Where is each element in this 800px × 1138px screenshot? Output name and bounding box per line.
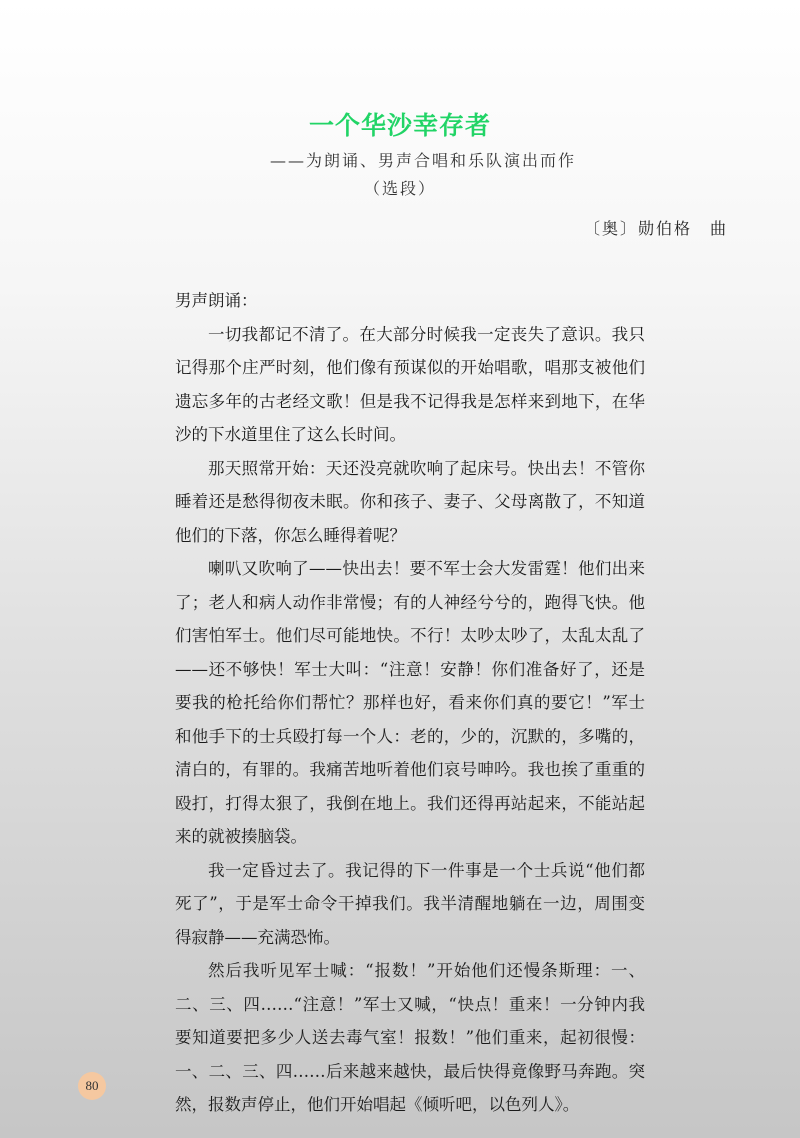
page-title: 一个华沙幸存者 bbox=[308, 111, 491, 140]
paragraph-5: 然后我听见军士喊：“报数！”开始他们还慢条斯理：一、二、三、四……“注意！”军士又喊，“快点！重来！一分钟内我要知道要把多少人送去毒气室！报数！”他们重来，起初很慢：一、二、三、四……后来越来越快，最后快得竟像野马奔跑。突然，报数声停止，他们开始唱起《倾听吧，以色列人》。 bbox=[175, 961, 645, 1114]
paragraph-4: 我一定昏过去了。我记得的下一件事是一个士兵说“他们都死了”，于是军士命令干掉我们。我半清醒地躺在一边，周围变得寂静——充满恐怖。 bbox=[175, 860, 645, 947]
section-label: 男声朗诵： bbox=[175, 291, 258, 310]
page-number: 80 bbox=[78, 1072, 106, 1100]
excerpt-note: （选段） bbox=[363, 179, 436, 198]
author-credit: 〔奥〕勋伯格 曲 bbox=[583, 219, 728, 238]
paragraph-1: 一切我都记不清了。在大部分时候我一定丧失了意识。我只记得那个庄严时刻，他们像有预谋似的开始唱歌，唱那支被他们遗忘多年的古老经文歌！但是我不记得我是怎样来到地下，在华沙的下水道里住了这么长时间。 bbox=[175, 324, 645, 444]
paragraph-3: 喇叭又吹响了——快出去！要不军士会大发雷霆！他们出来了；老人和病人动作非常慢；有的人神经兮兮的，跑得飞快。他们害怕军士。他们尽可能地快。不行！太吵太吵了，太乱太乱了——还不够快！军士大叫：“注意！安静！你们准备好了，还是要我的枪托给你们帮忙？那样也好，看来你们真的要它！”军士和他手下的士兵殴打每一个人：老的，少的，沉默的，多嘴的，清白的，有罪的。我痛苦地听着他们哀号呻吟。我也挨了重重的殴打，打得太狠了，我倒在地上。我们还得再站起来，不能站起来的就被揍脑袋。 bbox=[175, 559, 645, 846]
paragraph-2: 那天照常开始：天还没亮就吹响了起床号。快出去！不管你睡着还是愁得彻夜未眠。你和孩子、妻子、父母离散了，不知道他们的下落，你怎么睡得着呢？ bbox=[175, 458, 645, 545]
body-text bbox=[175, 284, 645, 1122]
subtitle: ——为朗诵、男声合唱和乐队演出而作 bbox=[270, 151, 577, 170]
